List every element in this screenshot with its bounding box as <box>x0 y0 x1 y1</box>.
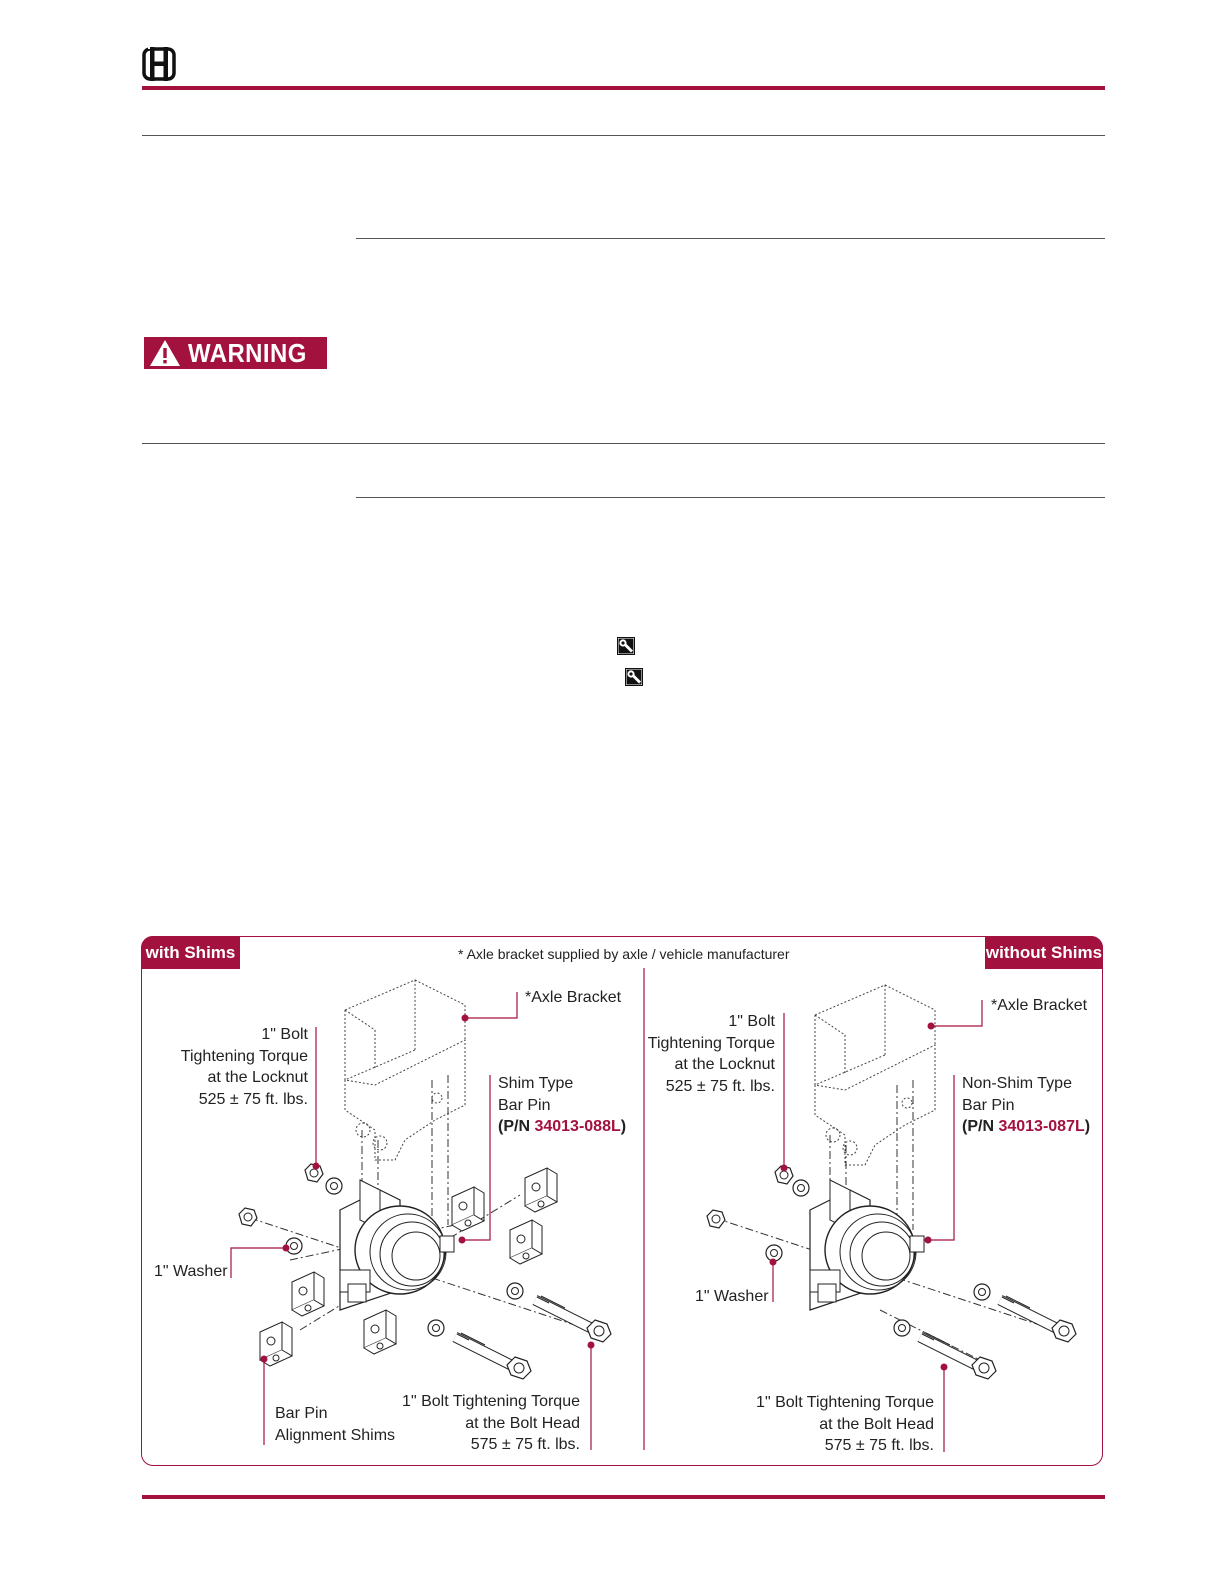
left-locknut-line-3: at the Locknut <box>207 1069 308 1086</box>
right-bar-pin-line-2: Bar Pin <box>962 1096 1015 1114</box>
right-bolt-head-line-2: at the Bolt Head <box>819 1415 934 1433</box>
left-part-number <box>498 1116 626 1138</box>
left-bolt-head-torque-label <box>380 1391 580 1456</box>
left-bolt-head-line-1: 1" Bolt Tightening Torque <box>402 1393 580 1410</box>
left-shims-label <box>275 1403 395 1446</box>
right-bolt-head-torque-label <box>734 1392 934 1457</box>
right-pn-number: 34013-087L <box>998 1118 1085 1135</box>
right-bar-pin-line-1: Non-Shim Type <box>962 1075 1072 1092</box>
axle-bracket-note: * Axle bracket supplied by axle / vehicle manufacturer <box>458 946 790 962</box>
left-locknut-line-4: 525 ± 75 ft. lbs. <box>198 1090 308 1108</box>
warning-label: WARNING <box>188 337 307 368</box>
left-bolt-head-line-2: at the Bolt Head <box>465 1414 580 1432</box>
left-shims-line-1: Bar Pin <box>275 1405 328 1422</box>
left-pn-suffix: ) <box>620 1118 627 1135</box>
right-bolt-head-line-3: 575 ± 75 ft. lbs. <box>824 1437 934 1454</box>
left-locknut-line-2: Tightening Torque <box>180 1047 308 1065</box>
left-pn-prefix: (P/N <box>498 1118 535 1135</box>
right-locknut-torque-label <box>600 1011 775 1097</box>
right-bar-pin-label <box>962 1073 1090 1138</box>
right-pn-prefix: (P/N <box>962 1118 999 1135</box>
right-locknut-line-2: Tightening Torque <box>647 1034 775 1052</box>
tab-without-shims: without Shims <box>985 936 1103 969</box>
right-washer-label: 1" Washer <box>695 1288 769 1305</box>
left-pn-number: 34013-088L <box>534 1118 621 1135</box>
right-locknut-line-4: 525 ± 75 ft. lbs. <box>665 1077 775 1095</box>
left-locknut-line-1: 1" Bolt <box>261 1026 308 1043</box>
left-washer-label: 1" Washer <box>154 1263 228 1280</box>
left-shims-line-2: Alignment Shims <box>275 1426 396 1444</box>
right-bolt-head-line-1: 1" Bolt Tightening Torque <box>756 1394 934 1411</box>
right-part-number <box>962 1116 1090 1138</box>
tab-with-shims: with Shims <box>141 936 240 969</box>
left-bolt-head-line-3: 575 ± 75 ft. lbs. <box>470 1436 580 1453</box>
right-locknut-line-3: at the Locknut <box>674 1056 775 1073</box>
left-axle-bracket-label: *Axle Bracket <box>525 989 622 1006</box>
left-bar-pin-line-1: Shim Type <box>498 1075 574 1092</box>
right-locknut-line-1: 1" Bolt <box>728 1013 775 1030</box>
left-bar-pin-line-2: Bar Pin <box>498 1096 551 1114</box>
right-axle-bracket-label: *Axle Bracket <box>991 997 1088 1014</box>
right-pn-suffix: ) <box>1084 1118 1091 1135</box>
left-locknut-torque-label <box>140 1024 308 1110</box>
